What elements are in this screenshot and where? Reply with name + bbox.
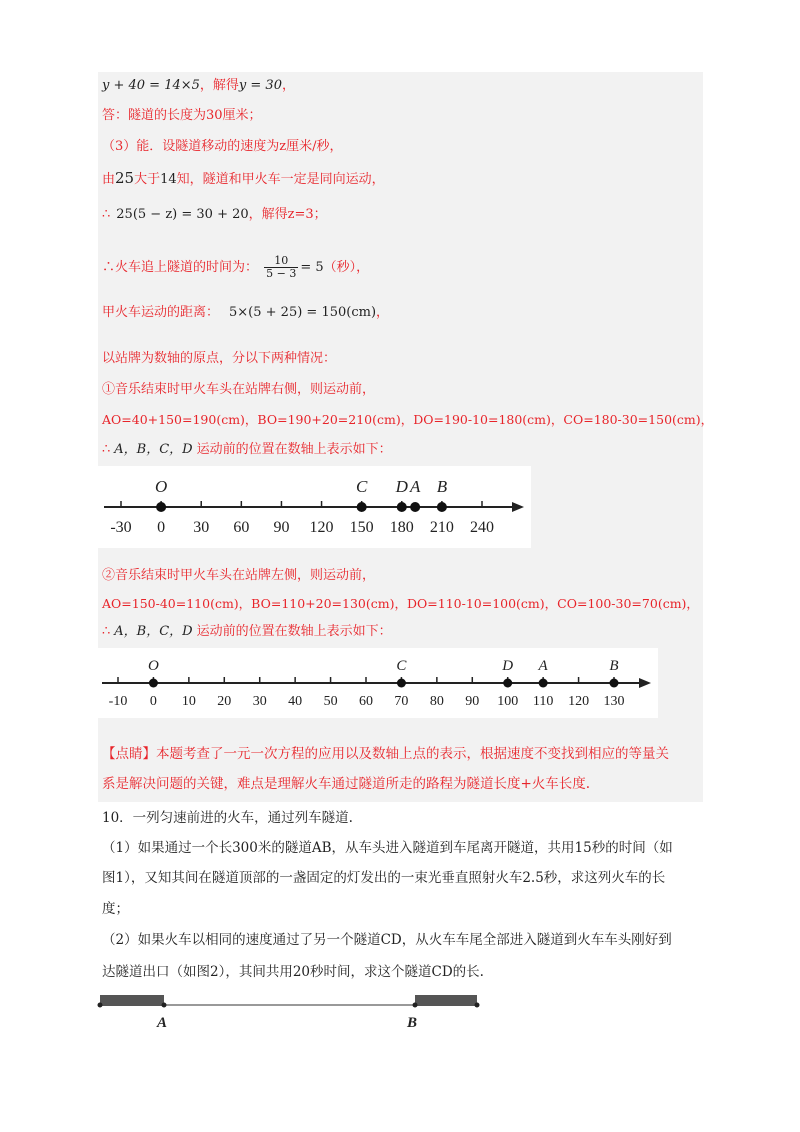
- solution-line-5: [102, 205, 327, 225]
- text: ，: [281, 78, 295, 93]
- text: 由: [102, 172, 116, 187]
- therefore-symbol: ∴: [102, 207, 111, 222]
- equation: = 5: [300, 260, 324, 275]
- comment-line-1: 【点睛】本题考查了一元一次方程的应用以及数轴上点的表示，根据速度不变找到相应的等量关: [102, 746, 669, 762]
- solution-line-9: ①音乐结束时甲火车头在站牌右侧，则运动前，: [102, 382, 376, 397]
- tick-label: 60: [359, 694, 373, 709]
- comment-line-2: 系是解决问题的关键，难点是理解火车通过隧道所走的路程为隧道长度+火车长度.: [102, 776, 591, 792]
- solution-line-8: 以站牌为数轴的原点，分以下两种情况：: [102, 351, 337, 366]
- text: ∴火车追上隧道的时间为：: [102, 260, 259, 275]
- text: 运动前的位置在数轴上表示如下：: [196, 442, 392, 457]
- solution-line-4: [102, 168, 385, 190]
- label-a: A: [157, 1015, 168, 1031]
- number: 14: [160, 172, 177, 187]
- point-marker: [149, 679, 158, 688]
- tick-label: -30: [110, 519, 132, 536]
- text: 知，隧道和甲火车一定是同向运动，: [176, 172, 385, 187]
- arrow-icon: [512, 502, 524, 512]
- problem-part1-line3: 度；: [102, 901, 129, 917]
- problem-part2-line1: （2）如果火车以相同的速度通过了另一个隧道CD，从火车车尾全部进入隧道到火车车头刚好到: [102, 932, 672, 948]
- point-label: O: [148, 658, 159, 674]
- solution-line-14: [102, 622, 392, 642]
- tunnel-figure-1: [95, 986, 495, 1032]
- solution-line-11: [102, 440, 392, 460]
- denominator: 5 − 3: [266, 267, 297, 280]
- point-label: A: [409, 477, 421, 496]
- tick-label: 40: [288, 694, 303, 709]
- tick-label: 120: [568, 694, 590, 709]
- point-marker: [156, 502, 166, 512]
- tick-label: 240: [470, 519, 494, 536]
- tick-label: 50: [323, 694, 338, 709]
- equation: y = 30: [238, 78, 282, 93]
- solution-line-2: 答：隧道的长度为30厘米；: [102, 108, 262, 123]
- tick-label: 30: [252, 694, 267, 709]
- solution-line-10: AO=40+150=190(cm)，BO=190+20=210(cm)，DO=190-10=180(cm)，CO=180-30=150(cm)，: [102, 412, 714, 427]
- tick-label: 210: [429, 519, 454, 536]
- tick-label: 110: [532, 694, 554, 709]
- tick-label: 30: [193, 519, 210, 536]
- solution-line-13: AO=150-40=110(cm)，BO=110+20=130(cm)，DO=110-10=100(cm)，CO=100-30=70(cm)，: [102, 596, 699, 611]
- text: 大于: [134, 172, 161, 187]
- tick-label: 10: [181, 694, 196, 709]
- point-marker: [503, 679, 512, 688]
- problem-title: 10．一列匀速前进的火车，通过列车隧道.: [102, 810, 353, 826]
- text: 甲火车运动的距离：: [102, 305, 220, 320]
- left-end-point: [98, 1003, 103, 1008]
- problem-part2-line2: 达隧道出口（如图2），其间共用20秒时间，求这个隧道CD的长.: [102, 964, 484, 980]
- point-marker: [357, 502, 367, 512]
- therefore-symbol: ∴: [102, 624, 111, 639]
- point-names: A，B，C，D: [114, 442, 193, 457]
- tick-label: 100: [497, 694, 519, 709]
- point-label: C: [355, 477, 368, 496]
- number-line-2: [98, 648, 658, 718]
- text: （秒），: [323, 260, 370, 275]
- text: ，: [376, 305, 390, 320]
- text: 运动前的位置在数轴上表示如下：: [196, 624, 392, 639]
- point-label: D: [502, 658, 514, 674]
- tick-label: 70: [394, 694, 409, 709]
- point-label: D: [395, 477, 408, 496]
- equation: 5×(5 + 25) = 150(cm): [229, 305, 377, 320]
- point-label: B: [436, 477, 448, 496]
- point-marker: [539, 679, 548, 688]
- solution-line-7: [102, 303, 389, 323]
- tick-label: 20: [217, 694, 232, 709]
- point-marker: [610, 679, 619, 688]
- text: ，解得z=3；: [248, 207, 327, 222]
- number-line-figure-1: [98, 466, 531, 548]
- tick-label: 130: [603, 694, 625, 709]
- point-label: B: [609, 658, 619, 674]
- problem-part1-line2: 图1），又知其间在隧道顶部的一盏固定的灯发出的一束光垂直照射火车2.5秒，求这列火车的长: [102, 870, 666, 886]
- therefore-symbol: ∴: [102, 442, 111, 457]
- text: ，解得: [199, 78, 239, 93]
- arrow-icon: [639, 678, 651, 688]
- fraction: [264, 255, 298, 280]
- tick-label: 90: [273, 519, 290, 536]
- point-names: A，B，C，D: [114, 624, 193, 639]
- point-marker: [437, 502, 447, 512]
- train-left-block: [100, 995, 164, 1006]
- solution-line-6: [102, 255, 369, 280]
- point-marker: [410, 502, 420, 512]
- point-marker: [397, 679, 406, 688]
- solution-line-1: [102, 76, 295, 96]
- train-right-block: [415, 995, 477, 1006]
- tick-label: 0: [149, 694, 157, 709]
- equation: 25(5 − z) = 30 + 20: [116, 207, 249, 222]
- tick-label: 60: [233, 519, 250, 536]
- problem-part1-line1: （1）如果通过一个长300米的隧道AB，从车头进入隧道到车尾离开隧道，共用15秒的时间（如: [102, 840, 673, 856]
- tick-label: 150: [349, 519, 374, 536]
- number: 25: [115, 169, 135, 187]
- solution-line-3: （3）能．设隧道移动的速度为z厘米/秒，: [102, 139, 343, 154]
- tick-label: 80: [429, 694, 444, 709]
- number-line-1: [98, 466, 531, 548]
- tick-label: 0: [157, 519, 166, 536]
- tick-label: 90: [465, 694, 480, 709]
- tick-label: -10: [108, 694, 128, 709]
- label-b: B: [407, 1015, 418, 1031]
- tick-label: 180: [389, 519, 414, 536]
- numerator: 10: [264, 255, 298, 268]
- point-a: [162, 1003, 167, 1008]
- tick-label: 120: [309, 519, 334, 536]
- point-label: C: [396, 658, 407, 674]
- solution-line-12: ②音乐结束时甲火车头在站牌左侧，则运动前，: [102, 568, 376, 583]
- number-line-figure-2: [98, 648, 658, 718]
- point-b: [413, 1003, 418, 1008]
- point-label: O: [154, 477, 168, 496]
- right-end-point: [475, 1003, 480, 1008]
- point-label: A: [538, 658, 548, 674]
- equation: y + 40 = 14×5: [102, 78, 200, 93]
- point-marker: [397, 502, 407, 512]
